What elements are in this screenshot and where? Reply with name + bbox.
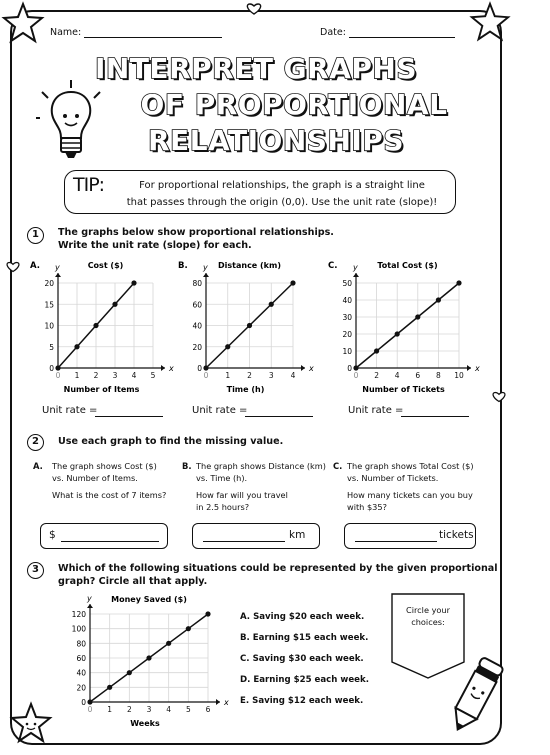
x-tick-label: 2 — [247, 371, 252, 380]
y-tick-label: 40 — [76, 668, 86, 678]
heart-icon — [244, 2, 264, 16]
answer-c-suffix: tickets — [439, 529, 474, 541]
y-tick-label: 20 — [342, 330, 352, 339]
x-tick-label: 0 — [353, 371, 359, 380]
item-c-line-2: vs. Number of Tickets. — [347, 473, 439, 483]
choice-d[interactable]: D. Earning $25 each week. — [240, 675, 369, 685]
data-point — [436, 297, 441, 302]
y-tick-label: 15 — [44, 300, 54, 310]
x-tick-label: 6 — [415, 371, 421, 380]
x-tick-label: 4 — [131, 371, 137, 380]
item-b-question-2: in 2.5 hours? — [196, 502, 250, 512]
data-point — [456, 280, 461, 285]
tip-box — [64, 170, 456, 214]
data-point — [127, 670, 132, 675]
data-point — [203, 365, 208, 370]
tip-line-1: For proportional relationships, the graph is a straight line — [139, 180, 425, 191]
y-tick-label: 80 — [76, 639, 86, 649]
title-line-2: OF PROPORTIONAL — [140, 88, 448, 121]
y-axis-var: y — [55, 263, 60, 272]
x-tick-label: 3 — [268, 371, 274, 380]
choice-c[interactable]: C. Saving $30 each week. — [240, 654, 364, 664]
name-field[interactable] — [84, 37, 222, 38]
y-tick-label: 0 — [347, 364, 352, 373]
y-axis-arrow — [55, 273, 61, 277]
x-tick-label: 0 — [203, 371, 209, 380]
data-point — [395, 331, 400, 336]
x-axis-var: x — [169, 364, 174, 373]
item-c-question-2: with $35? — [347, 502, 387, 512]
x-axis-title: Weeks — [130, 719, 160, 728]
section-2-prompt: Use each graph to find the missing value. — [58, 436, 284, 447]
x-tick-label: 3 — [112, 371, 118, 380]
section-2-number: 2 — [27, 434, 44, 451]
x-tick-label: 5 — [185, 705, 191, 714]
answer-box-a[interactable] — [40, 523, 168, 549]
x-tick-label: 1 — [74, 371, 80, 380]
data-point — [112, 302, 117, 307]
data-point — [74, 344, 79, 349]
x-tick-label: 0 — [87, 705, 93, 714]
x-tick-label: 4 — [166, 705, 172, 714]
data-point — [131, 280, 136, 285]
y-axis-var: y — [87, 594, 92, 603]
answer-box-c[interactable] — [344, 523, 476, 549]
section-3-number: 3 — [27, 562, 44, 579]
unit-rate-field-b[interactable] — [245, 416, 313, 417]
tip-label: TIP: — [73, 174, 105, 196]
unit-rate-label-c: Unit rate = — [348, 405, 404, 416]
star-icon — [0, 0, 46, 46]
y-tick-label: 120 — [71, 610, 86, 619]
y-tick-label: 100 — [71, 624, 86, 634]
pencil-icon — [446, 652, 506, 738]
item-c-letter: C. — [333, 461, 343, 471]
y-tick-label: 10 — [342, 347, 352, 356]
data-point — [247, 323, 252, 328]
y-tick-label: 80 — [192, 279, 202, 288]
data-point — [166, 641, 171, 646]
y-tick-label: 60 — [192, 300, 202, 310]
x-axis-var: x — [224, 698, 229, 707]
x-tick-label: 3 — [146, 705, 152, 714]
unit-rate-field-c[interactable] — [401, 416, 469, 417]
section-3-line-2: graph? Circle all that apply. — [58, 576, 208, 587]
star-icon — [8, 700, 54, 746]
answer-b-line — [203, 541, 285, 542]
y-axis-arrow — [87, 604, 93, 608]
item-a-line-2: vs. Number of Items. — [52, 473, 138, 483]
y-tick-label: 0 — [81, 698, 86, 707]
data-point — [146, 655, 151, 660]
title-line-1: INTERPRET GRAPHS — [94, 52, 418, 85]
data-point — [290, 280, 295, 285]
data-point — [269, 302, 274, 307]
x-axis-title: Number of Items — [63, 385, 140, 394]
answer-a-prefix: $ — [49, 529, 56, 541]
x-axis-var: x — [475, 364, 480, 373]
answer-b-suffix: km — [289, 529, 306, 541]
x-axis-title: Number of Tickets — [362, 385, 445, 394]
data-point — [225, 344, 230, 349]
series-line — [356, 283, 459, 368]
title-line-3: RELATIONSHIPS — [148, 124, 404, 157]
name-label: Name: — [50, 27, 82, 38]
item-a-question: What is the cost of 7 items? — [52, 490, 167, 500]
data-point — [107, 685, 112, 690]
x-tick-label: 4 — [394, 371, 400, 380]
y-tick-label: 20 — [192, 342, 202, 352]
section-1-line-2: Write the unit rate (slope) for each. — [58, 240, 252, 251]
chart-a — [28, 256, 178, 396]
y-tick-label: 10 — [44, 321, 54, 331]
answer-a-line — [61, 541, 159, 542]
y-tick-label: 40 — [192, 321, 202, 331]
x-tick-label: 6 — [205, 705, 211, 714]
x-axis-arrow — [467, 365, 471, 371]
data-point — [55, 365, 60, 370]
data-point — [415, 314, 420, 319]
y-axis-var: y — [203, 263, 208, 272]
x-tick-label: 2 — [93, 371, 99, 380]
tip-text — [117, 177, 447, 211]
answer-c-line — [355, 541, 437, 542]
y-axis-arrow — [203, 273, 209, 277]
chart-c — [326, 256, 480, 396]
item-a-line-1: The graph shows Cost ($) — [52, 461, 157, 471]
chart-money-saved — [58, 590, 228, 730]
star-icon — [468, 0, 512, 44]
x-tick-label: 5 — [150, 371, 156, 380]
heart-icon — [4, 260, 22, 274]
date-label: Date: — [320, 27, 346, 38]
y-axis-arrow — [353, 273, 359, 277]
data-point — [353, 365, 358, 370]
section-1-line-1: The graphs below show proportional relationships. — [58, 227, 334, 238]
data-point — [87, 699, 92, 704]
chart-letter: C. — [328, 261, 338, 271]
answer-box-b[interactable] — [192, 523, 320, 549]
x-tick-label: 0 — [55, 371, 61, 380]
date-field[interactable] — [349, 37, 455, 38]
item-b-question-1: How far will you travel — [196, 490, 288, 500]
x-tick-label: 4 — [290, 371, 296, 380]
unit-rate-label-b: Unit rate = — [192, 405, 248, 416]
y-tick-label: 0 — [197, 364, 202, 373]
data-point — [374, 348, 379, 353]
x-tick-label: 10 — [454, 371, 464, 380]
y-tick-label: 30 — [342, 313, 352, 322]
unit-rate-label-a: Unit rate = — [42, 405, 98, 416]
x-tick-label: 2 — [126, 705, 132, 714]
item-b-line-1: The graph shows Distance (km) — [196, 461, 326, 471]
choice-a[interactable]: A. Saving $20 each week. — [240, 612, 365, 622]
lightbulb-icon — [36, 80, 106, 170]
chart-letter: A. — [30, 261, 40, 271]
item-b-letter: B. — [182, 461, 192, 471]
chart-title: Total Cost ($) — [377, 261, 438, 270]
choice-b[interactable]: B. Earning $15 each week. — [240, 633, 369, 643]
chart-b — [176, 256, 326, 396]
y-tick-label: 5 — [49, 342, 54, 352]
x-tick-label: 1 — [225, 371, 231, 380]
data-point — [93, 323, 98, 328]
circle-box-line-1: Circle your — [405, 605, 450, 615]
y-tick-label: 40 — [342, 296, 352, 305]
data-point — [186, 626, 191, 631]
item-a-letter: A. — [33, 461, 43, 471]
x-axis-title: Time (h) — [226, 385, 265, 394]
item-c-question-1: How many tickets can you buy — [347, 490, 473, 500]
item-b-line-2: vs. Time (h). — [196, 473, 248, 483]
data-point — [205, 611, 210, 616]
x-axis-arrow — [161, 365, 165, 371]
item-c-line-1: The graph shows Total Cost ($) — [347, 461, 474, 471]
chart-title: Cost ($) — [87, 261, 124, 270]
x-tick-label: 8 — [436, 371, 441, 380]
y-tick-label: 60 — [76, 654, 86, 663]
x-tick-label: 1 — [107, 705, 113, 714]
chart-title: Money Saved ($) — [111, 595, 187, 604]
tip-line-2: that passes through the origin (0,0). Use the unit rate (slope)! — [126, 197, 438, 208]
y-tick-label: 50 — [342, 279, 352, 288]
y-axis-var: y — [353, 263, 358, 272]
section-1-number: 1 — [27, 227, 44, 244]
choice-e[interactable]: E. Saving $12 each week. — [240, 696, 364, 706]
chart-letter: B. — [178, 261, 188, 271]
circle-box-line-2: choices: — [411, 617, 445, 627]
chart-title: Distance (km) — [218, 261, 281, 270]
y-tick-label: 20 — [76, 683, 86, 693]
section-3-line-1: Which of the following situations could be represented by the given proportional — [58, 563, 498, 574]
x-axis-var: x — [309, 364, 314, 373]
y-tick-label: 20 — [44, 279, 54, 288]
x-axis-arrow — [301, 365, 305, 371]
heart-icon — [490, 390, 508, 404]
y-tick-label: 0 — [49, 364, 54, 373]
x-tick-label: 2 — [374, 371, 379, 380]
unit-rate-field-a[interactable] — [95, 416, 163, 417]
x-axis-arrow — [216, 699, 220, 705]
